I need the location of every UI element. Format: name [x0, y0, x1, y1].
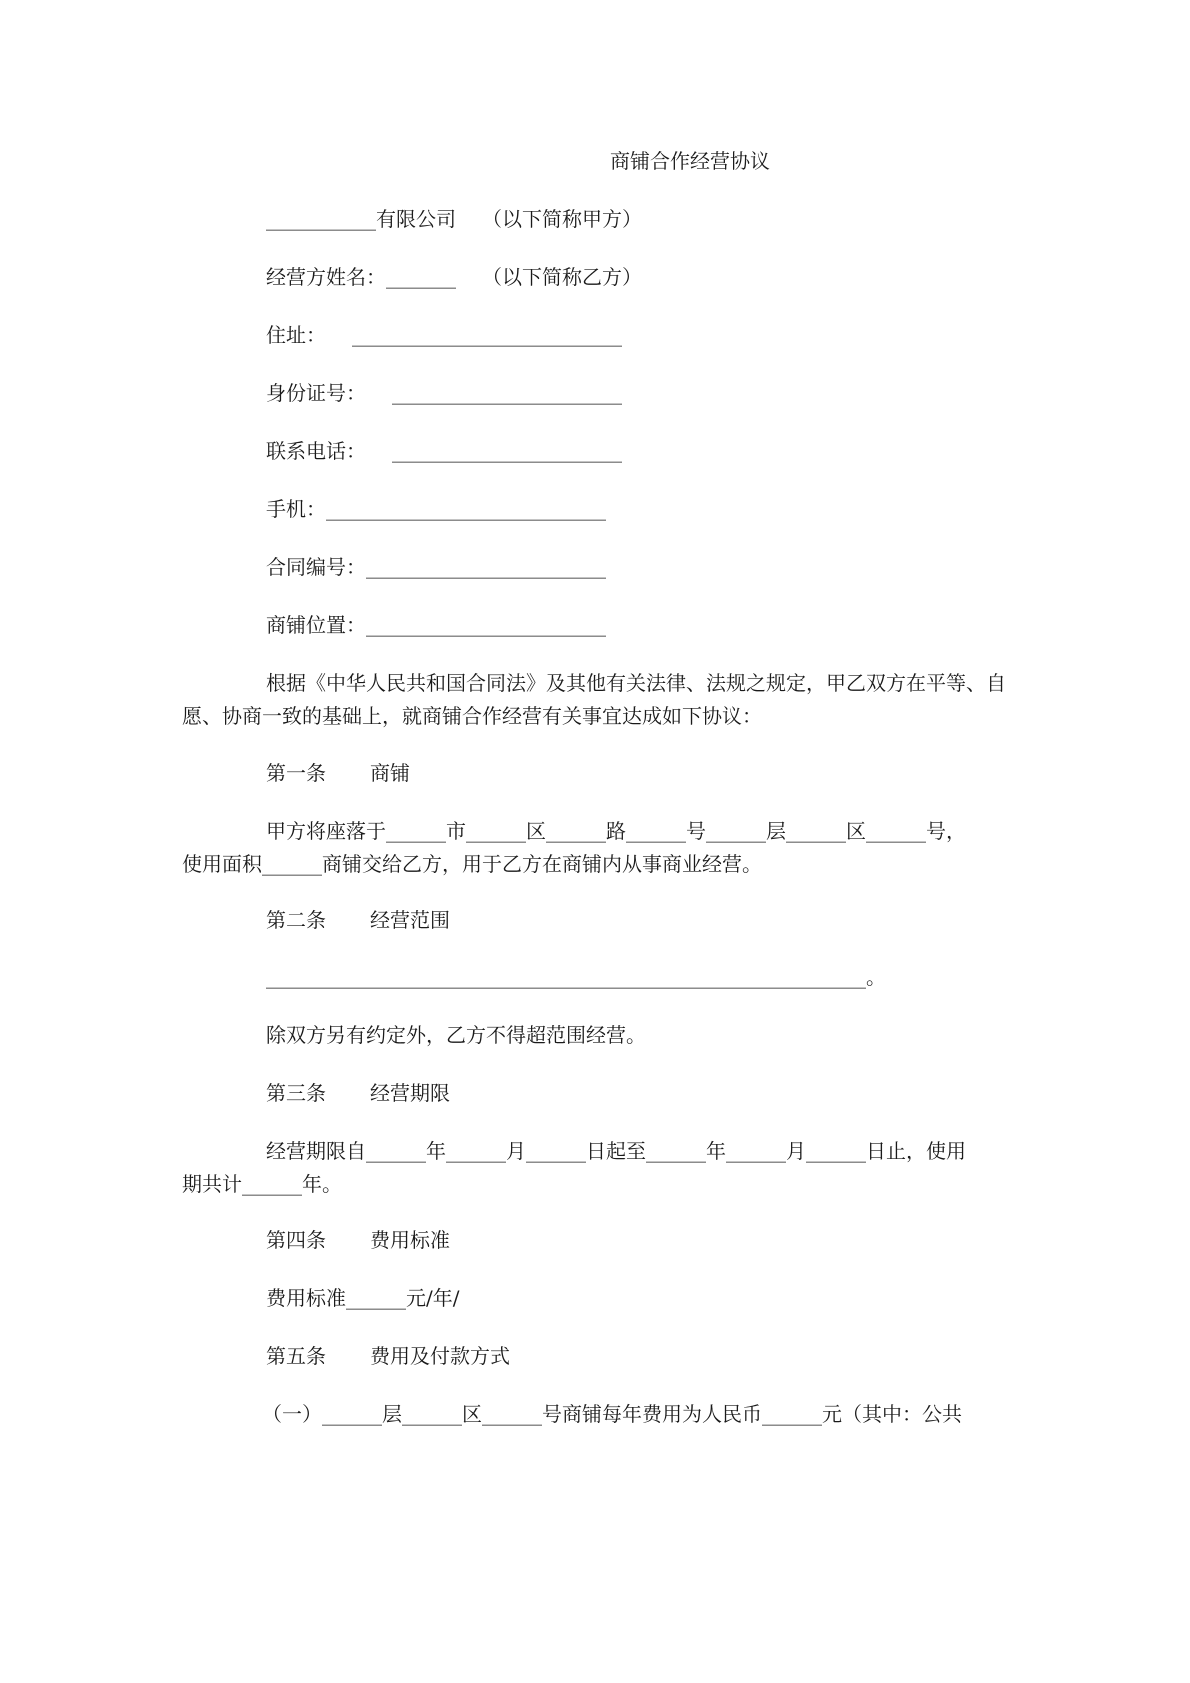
- article-3-heading: [266, 1080, 450, 1106]
- mobile-line: [266, 496, 606, 522]
- document-title: 商铺合作经营协议: [610, 149, 770, 173]
- address-blank: ___________________________: [352, 323, 622, 347]
- party-a-note: （以下简称甲方）: [482, 207, 642, 231]
- article-heading-title: 经营范围: [370, 908, 450, 932]
- party-b-line: [266, 264, 642, 290]
- mobile-label: 手机：: [266, 497, 326, 521]
- contract-number-label: 合同编号：: [266, 555, 366, 579]
- id-number-blank: _______________________: [392, 381, 622, 405]
- article-heading-title: 费用及付款方式: [370, 1344, 510, 1368]
- party-a-label: ___________有限公司: [266, 207, 456, 231]
- article-heading-number: 第四条: [266, 1228, 326, 1252]
- preamble-line-1: 根据《中华人民共和国合同法》及其他有关法律、法规之规定，甲乙双方在平等、自: [266, 671, 1006, 695]
- article-5-body-line: （一）______层______区______号商铺每年费用为人民币______元（其中：公共: [262, 1402, 962, 1426]
- article-heading-number: 第三条: [266, 1081, 326, 1105]
- shop-location-label: 商铺位置：: [266, 613, 366, 637]
- phone-label: 联系电话：: [266, 439, 366, 463]
- preamble-line-2: 愿、协商一致的基础上，就商铺合作经营有关事宜达成如下协议：: [182, 704, 762, 728]
- contract-number-blank: ________________________: [366, 555, 606, 579]
- article-1-body-line-1: 甲方将座落于______市______区______路______号______层______区______号，: [266, 819, 966, 843]
- article-heading-number: 第五条: [266, 1344, 326, 1368]
- phone-blank: _______________________: [392, 439, 622, 463]
- article-heading-number: 第一条: [266, 761, 326, 785]
- article-heading-title: 商铺: [370, 761, 410, 785]
- article-5-heading: [266, 1343, 510, 1369]
- address-label: 住址：: [266, 323, 326, 347]
- mobile-blank: ____________________________: [326, 497, 606, 521]
- party-b-note: （以下简称乙方）: [482, 265, 642, 289]
- article-heading-title: 经营期限: [370, 1081, 450, 1105]
- shop-location-line: [266, 612, 606, 638]
- id-number-label: 身份证号：: [266, 381, 366, 405]
- article-2-scope-blank: ____________________________________________________________。: [266, 965, 886, 989]
- party-b-label: 经营方姓名：_______: [266, 265, 456, 289]
- article-2-heading: [266, 907, 450, 933]
- phone-line: [266, 438, 622, 464]
- article-heading-number: 第二条: [266, 908, 326, 932]
- article-4-heading: [266, 1227, 450, 1253]
- contract-number-line: [266, 554, 606, 580]
- article-heading-title: 费用标准: [370, 1228, 450, 1252]
- id-number-line: [266, 380, 622, 406]
- article-4-body-line: 费用标准______元/年/: [266, 1286, 460, 1310]
- shop-location-blank: ________________________: [366, 613, 606, 637]
- article-1-body-line-2: 使用面积______商铺交给乙方，用于乙方在商铺内从事商业经营。: [182, 852, 762, 876]
- article-3-body-line-2: 期共计______年。: [182, 1172, 342, 1196]
- article-2-body-line: 除双方另有约定外，乙方不得超范围经营。: [266, 1023, 646, 1047]
- party-a-line: [266, 206, 642, 232]
- address-line: [266, 322, 622, 348]
- article-1-heading: [266, 760, 410, 786]
- article-3-body-line-1: 经营期限自______年______月______日起至______年______月______日止，使用: [266, 1139, 966, 1163]
